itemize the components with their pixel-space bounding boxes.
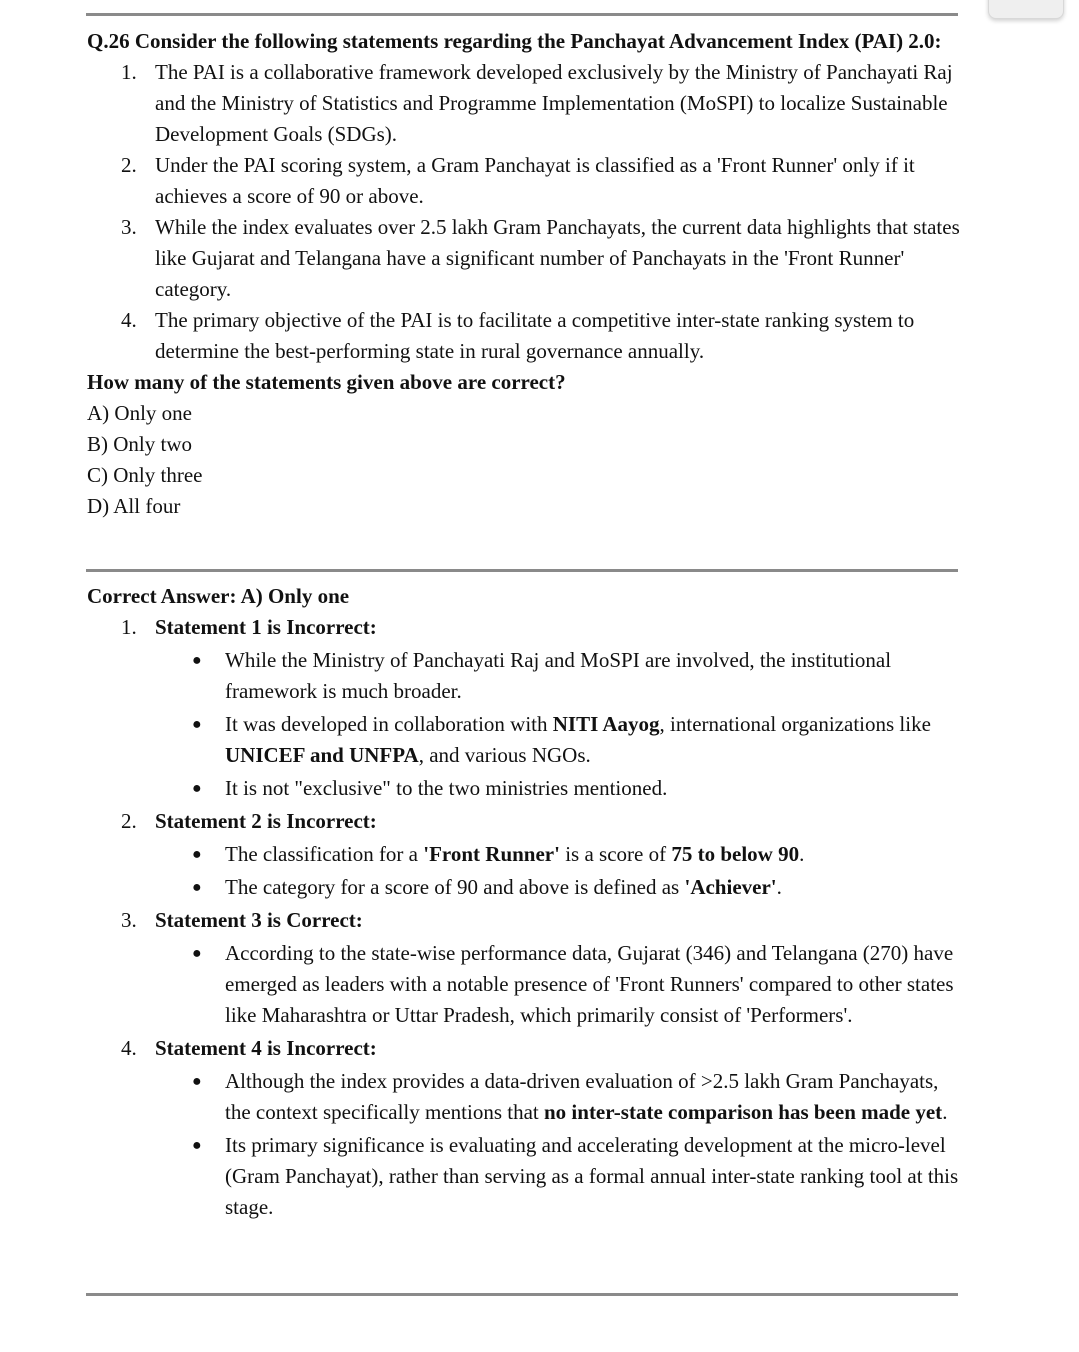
question-prompt: How many of the statements given above are correct? xyxy=(87,370,566,394)
question-title: Q.26 Consider the following statements regarding the Panchayat Advancement Index (PAI) 2.0: xyxy=(87,29,942,53)
bold-text: no inter-state comparison has been made yet xyxy=(544,1100,943,1124)
explanation-bullet xyxy=(87,1130,967,1223)
statement-number: 1. xyxy=(121,60,137,84)
statement-number: 4. xyxy=(121,308,137,332)
text: It was developed in collaboration with xyxy=(225,712,553,736)
statement-item xyxy=(87,150,967,212)
explanation-number: 1. xyxy=(121,615,137,639)
explanation-bullet xyxy=(87,872,967,903)
option-a: A) Only one xyxy=(87,401,192,425)
top-divider xyxy=(86,13,958,16)
statement-text: While the index evaluates over 2.5 lakh Gram Panchayats, the current data highlights that states like Gujarat and Telangana have a significant number of Panchayats in the 'Front Runner' category. xyxy=(155,215,960,301)
text: While the Ministry of Panchayati Raj and MoSPI are involved, the institutional framework is much broader. xyxy=(225,648,892,703)
explanation-item xyxy=(87,806,967,837)
bullet-icon: ● xyxy=(192,1073,202,1090)
explanation-item xyxy=(87,612,967,643)
explanation-bullets xyxy=(87,839,967,903)
text: is a score of xyxy=(559,842,672,866)
bullet-icon: ● xyxy=(192,846,202,863)
explanation-bullet xyxy=(87,938,967,1031)
bold-text: 75 to below 90 xyxy=(671,842,800,866)
statement-item xyxy=(87,212,967,305)
explanation-item xyxy=(87,905,967,936)
text: According to the state-wise performance data, Gujarat (346) and Telangana (270) have emerged as leaders with a notable presence of 'Front Runners' compared to other states like Maharashtra or Uttar Pradesh, which primarily consist of 'Performers'. xyxy=(225,941,954,1027)
explanation-bullets xyxy=(87,645,967,804)
question-block xyxy=(87,26,967,522)
middle-divider xyxy=(86,569,958,572)
bullet-icon: ● xyxy=(192,716,202,733)
text: The classification for a xyxy=(225,842,424,866)
answer-block xyxy=(87,581,967,1225)
explanation-item xyxy=(87,1033,967,1064)
bold-text: 'Front Runner' xyxy=(423,842,560,866)
answer-heading: Correct Answer: A) Only one xyxy=(87,584,350,608)
option-b: B) Only two xyxy=(87,432,192,456)
statement-text: The primary objective of the PAI is to facilitate a competitive inter-state ranking system to determine the best-performing state in rural governance annually. xyxy=(155,308,915,363)
explanation-title: Statement 1 is Incorrect: xyxy=(155,615,377,639)
text: Its primary significance is evaluating and accelerating development at the micro-level (Gram Panchayat), rather than serving as a formal annual inter-state ranking tool at this stage. xyxy=(225,1133,959,1219)
corner-tab-button[interactable] xyxy=(988,0,1064,19)
explanation-bullet xyxy=(87,645,967,707)
text: . xyxy=(942,1100,948,1124)
statement-text: The PAI is a collaborative framework developed exclusively by the Ministry of Panchayati Raj and the Ministry of Statistics and Programme Implementation (MoSPI) to localize Sustainable Development Goals (SDGs). xyxy=(155,60,953,146)
text: , and various NGOs. xyxy=(418,743,591,767)
explanation-title: Statement 3 is Correct: xyxy=(155,908,363,932)
explanation-bullets xyxy=(87,1066,967,1223)
explanation-bullet xyxy=(87,709,967,771)
statement-number: 2. xyxy=(121,153,137,177)
bullet-icon: ● xyxy=(192,945,202,962)
explanation-number: 2. xyxy=(121,809,137,833)
text: , international organizations like xyxy=(659,712,931,736)
statement-list xyxy=(87,57,967,367)
bullet-icon: ● xyxy=(192,780,202,797)
bullet-icon: ● xyxy=(192,1137,202,1154)
text: It is not "exclusive" to the two ministries mentioned. xyxy=(225,776,668,800)
explanation-list xyxy=(87,612,967,1223)
explanation-number: 3. xyxy=(121,908,137,932)
bold-text: UNICEF and UNFPA xyxy=(225,743,419,767)
bold-text: NITI Aayog xyxy=(552,712,660,736)
text: Although the index provides a data-driven evaluation of >2.5 lakh Gram Panchayats, the context specifically mentions that xyxy=(225,1069,939,1124)
statement-text: Under the PAI scoring system, a Gram Panchayat is classified as a 'Front Runner' only if it achieves a score of 90 or above. xyxy=(155,153,915,208)
statement-item xyxy=(87,305,967,367)
explanation-number: 4. xyxy=(121,1036,137,1060)
bottom-divider xyxy=(86,1293,958,1296)
text: . xyxy=(776,875,782,899)
explanation-title: Statement 4 is Incorrect: xyxy=(155,1036,377,1060)
statement-number: 3. xyxy=(121,215,137,239)
explanation-bullet xyxy=(87,1066,967,1128)
option-d: D) All four xyxy=(87,494,181,518)
bullet-icon: ● xyxy=(192,652,202,669)
explanation-bullets xyxy=(87,938,967,1031)
bullet-icon: ● xyxy=(192,879,202,896)
explanation-title: Statement 2 is Incorrect: xyxy=(155,809,377,833)
statement-item xyxy=(87,57,967,150)
explanation-bullet xyxy=(87,839,967,870)
text: The category for a score of 90 and above is defined as xyxy=(225,875,685,899)
text: . xyxy=(799,842,805,866)
explanation-bullet xyxy=(87,773,967,804)
bold-text: 'Achiever' xyxy=(684,875,777,899)
option-c: C) Only three xyxy=(87,463,203,487)
